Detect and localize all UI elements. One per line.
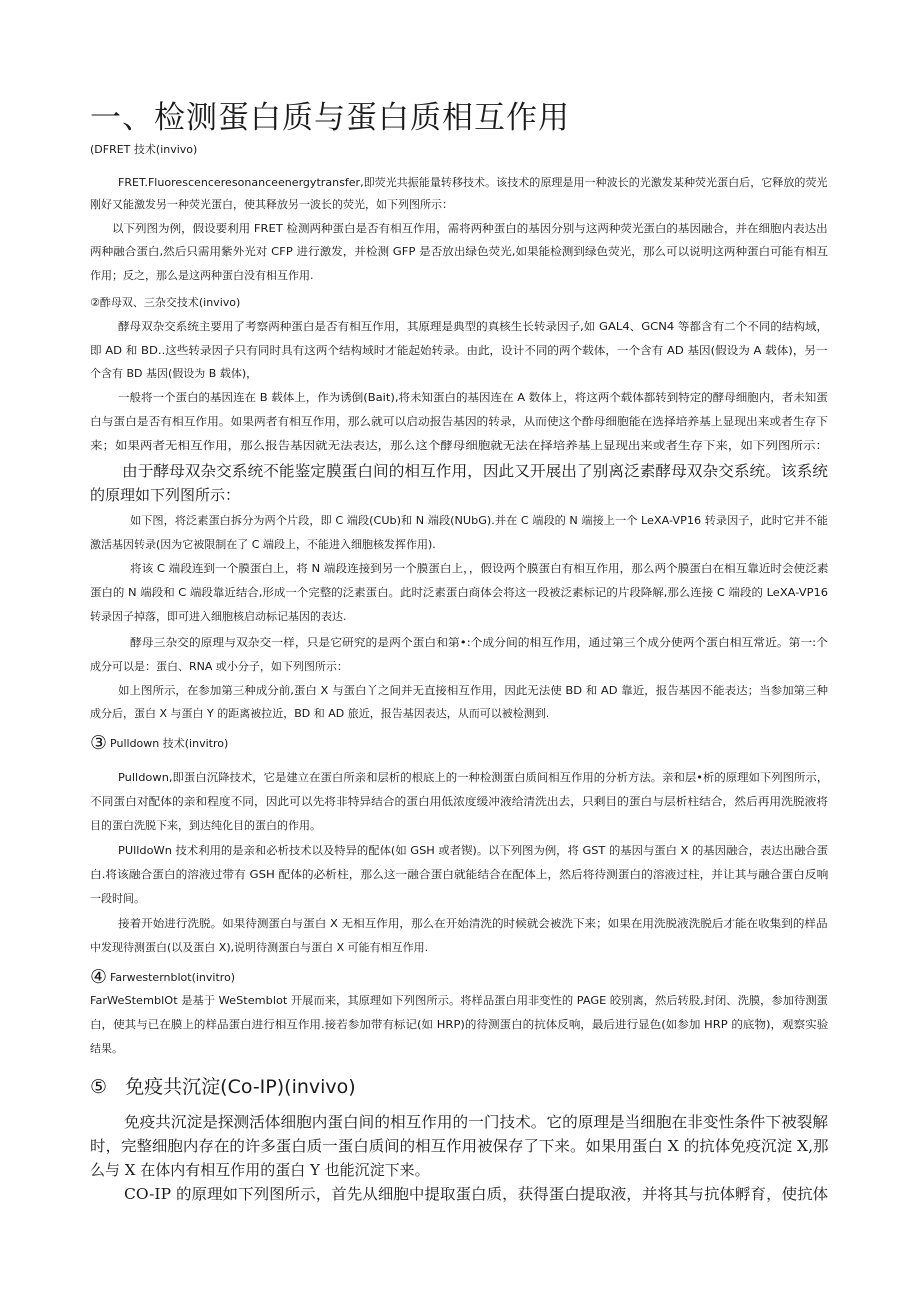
- text-line-large: CO-IP 的原理如下列图所示，首先从细胞中提取蛋白质，获得蛋白提取液，并将其与抗体孵育，使抗体: [124, 1185, 829, 1203]
- text-line: 酵母双杂交系统主要用了考察两种蛋白是否有相互作用，其原理是典型的真核生长转录因子,如 GAL4、GCN4 等都含有二个不同的结构域，: [118, 320, 829, 333]
- text-line: 刚好又能激发另一种荧光蛋白，使其释放另一波长的荧光，如下列图所示：: [90, 198, 453, 211]
- section-heading-text: Farwesternblot(invitro): [110, 971, 236, 984]
- text-line: 成分可以是：蛋白、RNA 或小分子，如下列图所示：: [90, 660, 348, 673]
- text-line: 两种融合蛋白,然后只需用紫外光对 CFP 进行激发，并检测 GFP 是否放出绿色荧光,如果能检测到绿色荧光，那么可以说明这两种蛋白可能有相互: [90, 245, 829, 258]
- text-line: 白与蛋白是否有相互作用。如果两者有相互作用，那么就可以启动报告基因的转录，从而使这个酢母细胞能在选择培养基上显现出来或者生存下: [90, 415, 828, 428]
- text-line: 酵母三杂交的原理与双杂交一样，只是它研究的是两个蛋白和第•:个成分间的相互作用，通过第三个成分使两个蛋白相互常近。第一:个: [130, 636, 828, 649]
- text-line: 将该 C 端段连到一个膜蛋白上，将 N 端段连接到另一个膜蛋白上，，假设两个膜蛋白有相互作用，那么两个膜蛋白在相互靠近时会使泛素: [130, 562, 829, 575]
- section-heading-fret: (DFRET 技术(invivo): [90, 143, 198, 156]
- text-line-large: 时，完整细胞内存在的许多蛋白质一蛋白质间的相互作用被保存了下来。如果用蛋白 X 的抗体免疫沉淀 X,那: [90, 1137, 829, 1155]
- section-heading-far-western: [90, 966, 236, 988]
- text-line: 作用；反之，那么是这两种蛋白没有相互作用.: [90, 269, 314, 282]
- text-line: FRET.Fluorescenceresonanceenergytransfer,即荧光共振能量转移技术。该技术的原理是用一种波长的光激发某种荧光蛋白后，它释放的荧光: [118, 176, 828, 189]
- text-line: 即 AD 和 BD..这些转录因子只有同时具有这两个结构域时才能起始转录。由此，设计不同的两个载体，一个含有 AD 基因(假设为 A 载体)，另一: [90, 344, 828, 357]
- text-line-large: 的原理如下列图所示：: [90, 486, 241, 504]
- text-line-large: 么与 X 在体内有相互作用的蛋白 Y 也能沉淀下来。: [90, 1161, 430, 1179]
- text-line: 白.将该融合蛋白的溶液过带有 GSH 配体的必析柱，那么这一融合蛋白就能结合在配体上，然后将待测蛋白的溶液过柱，并让其与融合蛋白反响: [90, 868, 829, 881]
- text-line: 成分后，蛋白 X 与蛋白 Y 的距离被拉近，BD 和 AD 旅近，报告基因表达，从而可以被检测到.: [90, 707, 550, 720]
- section-number: ④: [90, 966, 108, 988]
- text-line-large: 由于酵母双杂交系统不能鉴定膜蛋白间的相互作用，因此又开展出了别离泛素酵母双杂交系统。该系统: [122, 462, 828, 480]
- page-title: 一、检测蛋白质与蛋白质相互作用: [90, 100, 570, 136]
- text-line: 转录因子掉落，即可进入细胞核启动标记基因的表达.: [90, 610, 347, 623]
- text-line: 目的蛋白洗脱下来，到达纯化目的蛋白的作用。: [90, 819, 321, 832]
- text-line: 个含有 BD 基因(假设为 B 载体)，: [90, 367, 258, 380]
- text-line: Pulldown,即蛋白沉降技术，它是建立在蛋白所亲和层析的根底上的一种检测蛋白质间相互作用的分析方法。亲和层•析的原理如下列图所示，: [118, 771, 829, 784]
- text-line-large: 免疫共沉淀是探测活体细胞内蛋白间的相互作用的一门技术。它的原理是当细胞在非变性条件下被裂解: [124, 1113, 829, 1131]
- text-line: 蛋白的 N 端段和 C 端段靠近结合,形成一个完整的泛素蛋白。此时泛素蛋白商体会将这一段被泛素标记的片段降解,那么连接 C 端段的 LeXA-VP16: [90, 586, 829, 599]
- section-heading-text: Pulldown 技术(invitro): [110, 737, 229, 750]
- text-line: 一段时间。: [90, 892, 145, 905]
- section-number: ③: [90, 732, 108, 754]
- text-line: 一般将一个蛋白的基因连在 B 载体上，作为诱倒(Bait),将未知蛋白的基因连在 A 数体上，将这两个载体都转到特定的酵母细胞内，者未知蛋: [118, 391, 828, 404]
- section-heading-pulldown: [90, 732, 229, 754]
- text-line: 来；如果两者无相互作用，那么报告基因就无法表达，那么这个酵母细胞就无法在择培养基上显现出来或者生存下来，如下列图所示：: [90, 439, 828, 452]
- section-heading-yeast-hybrid: ②酢母双、三杂交技术(invivo): [90, 296, 241, 309]
- section-heading-text: 免疫共沉淀(Co-IP)(invivo): [125, 1076, 356, 1098]
- section-heading-co-ip: [90, 1075, 356, 1099]
- text-line: 如上图所示，在参加第三种成分前,蛋白 X 与蛋白丫之间并无直接相互作用，因此无法使 BD 和 AD 靠近，报告基因不能表达；当参加第三种: [118, 684, 829, 697]
- text-line: 中发现待测蛋白(以及蛋白 X),说明待测蛋白与蛋白 X 可能有相互作用.: [90, 941, 429, 954]
- text-line: 激活基因转录(因为它被限制在了 C 端段上，不能进入细胞核发挥作用).: [90, 538, 436, 551]
- text-line: 如下图，将泛素蛋白拆分为两个片段，即 C 端段(CUb)和 N 端段(NUbG).并在 C 端段的 N 端接上一个 LeXA-VP16 转录因子，此时它并不能: [130, 514, 828, 527]
- section-number: ⑤: [90, 1076, 108, 1098]
- text-line: 结果。: [90, 1042, 123, 1055]
- text-line: 白，使其与已在膜上的样品蛋白进行相互作用.接若参加带有标记(如 HRP)的待测蛋白的抗体反响，最后进行显色(如参加 HRP 的底物)，观察实验: [90, 1018, 829, 1031]
- text-line: FarWeStemblOt 是基于 WeStemblot 开展而来，其原理如下列图所示。将样品蛋白用非变性的 PAGE 皎别离，然后转股,封闭、洗膜，参加待测蛋: [90, 994, 828, 1007]
- text-line: 不同蛋白对配体的亲和程度不同，因此可以先将非特异结合的蛋白用低浓度缓冲液给清洗出去，只剩目的蛋白与层析柱结合，然后再用洗脱液将: [90, 795, 828, 808]
- text-line: PUlldoWn 技术利用的是亲和必析技术以及特异的配体(如 GSH 或者锲)。以下列图为例，将 GST 的基因与蛋白 X 的基因融合，表达出融合蛋: [118, 844, 828, 857]
- text-line: 以下列图为例，假设要利用 FRET 检测两种蛋白是否有相互作用，需将两种蛋白的基因分别与这两种荧光蛋白的基因融合，并在细胞内表达出: [112, 222, 828, 235]
- text-line: 接着开始进行洗脱。如果待测蛋白与蛋白 X 无相互作用，那么在开始清洗的时候就会被洗下来；如果在用洗脱液洗脱后才能在收集到的样品: [118, 917, 828, 930]
